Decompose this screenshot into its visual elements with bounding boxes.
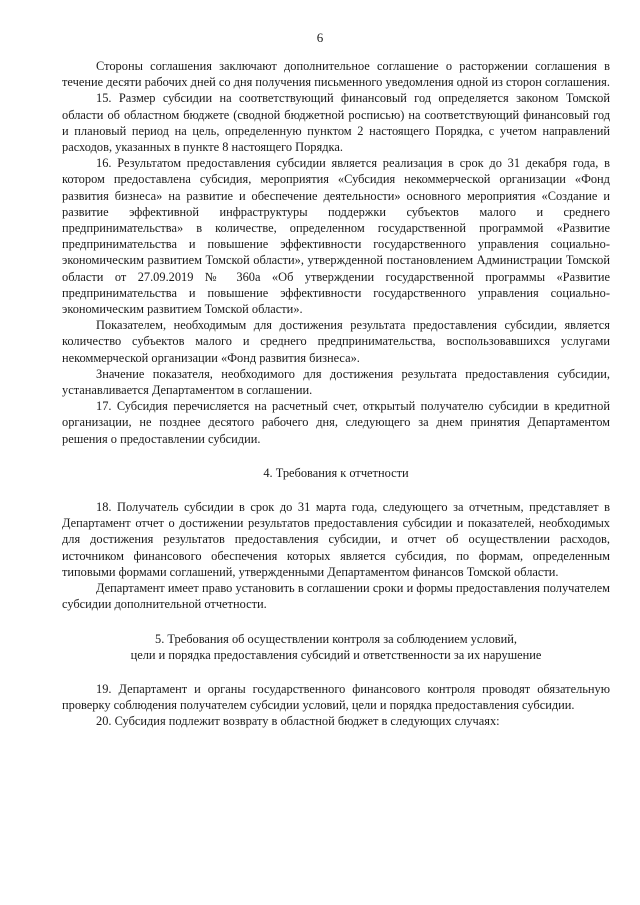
paragraph-indicator-value: Значение показателя, необходимого для достижения результата предоставления субсидии, устанавливается Департаментом в соглашении.: [62, 366, 610, 398]
paragraph-17: 17. Субсидия перечисляется на расчетный счет, открытый получателю субсидии в кредитной организации, не позднее десятого рабочего дня, следующего за днем принятия Департаментом решения о предоставлении субсидии.: [62, 399, 610, 446]
paragraph-additional-reporting: Департамент имеет право установить в соглашении сроки и формы предоставления получателем субсидии дополнительной отчетности.: [62, 581, 610, 612]
paragraph-15: 15. Размер субсидии на соответствующий финансовый год определяется законом Томской области об областном бюджете (сводной бюджетной росписью) на соответствующий финансовый год и плановый период на цель, определенную пунктом 2 настоящего Порядка, с учетом направлений расходов, указанных в пункте 8 настоящего Порядка.: [62, 91, 610, 155]
section-5-heading-line-1: 5. Требования об осуществлении контроля за соблюдением условий,: [155, 631, 517, 646]
section-5-heading-line-2: цели и порядка предоставления субсидий и ответственности за их нарушение: [130, 647, 542, 662]
document-body: [62, 58, 610, 730]
paragraph-19: 19. Департамент и органы государственного финансового контроля проводят обязательную проверку соблюдения получателем субсидии условий, цели и порядка предоставления субсидии.: [62, 681, 610, 713]
paragraph-16: 16. Результатом предоставления субсидии является реализация в срок до 31 декабря года, в котором предоставлена субсидия, мероприятия «Субсидия некоммерческой организации «Фонд развития бизнеса» на развитие и обеспечение деятельности» основного мероприятия «Создание и развитие эффективной инфраструктуры поддержки субъектов малого и среднего предпринимательства» в количестве, определенном государственной программой «Развитие предпринимательства и повышение эффективности государственного управления социально-экономическим развитием Томской области», утвержденной постановлением Администрации Томской области от 27.09.2019 № 360а «Об утверждении государственной программы «Развитие предпринимательства и повышение эффективности государственного управления социально-экономическим развитием Томской области».: [62, 156, 610, 317]
paragraph-indicator: Показателем, необходимым для достижения результата предоставления субсидии, является количество субъектов малого и среднего предпринимательства, воспользовавшихся услугами некоммерческой организации «Фонд развития бизнеса».: [62, 318, 610, 365]
section-4-heading: 4. Требования к отчетности: [263, 465, 409, 480]
paragraph-20: 20. Субсидия подлежит возврату в областной бюджет в следующих случаях:: [96, 714, 500, 729]
paragraph-18: 18. Получатель субсидии в срок до 31 марта года, следующего за отчетным, представляет в Департамент отчет о достижении результатов предоставления субсидии и показателей, необходимых для достижения результатов предоставления субсидии, и отчет об осуществлении расходов, источником финансового обеспечения которых является субсидия, по формам, определенным типовыми формами соглашений, утвержденными Департаментом финансов Томской области.: [62, 500, 610, 579]
paragraph-termination: Стороны соглашения заключают дополнительное соглашение о расторжении соглашения в течение десяти рабочих дней со дня получения письменного уведомления одной из сторон соглашения.: [62, 59, 610, 90]
page-number: 6: [316, 30, 324, 45]
